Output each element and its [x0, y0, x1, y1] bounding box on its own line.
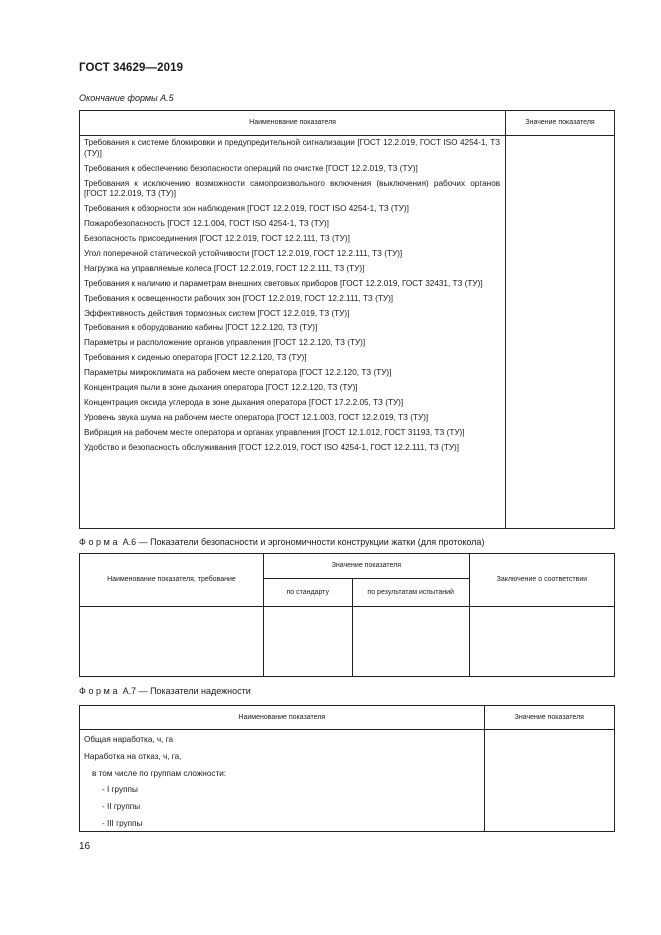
list-item: Требования к освещенности рабочих зон [ГОСТ 12.2.019, ГОСТ 12.2.111, ТЗ (ТУ)] — [84, 293, 394, 303]
list-item: - III группы — [102, 818, 143, 828]
list-item: Требования к обзорности зон наблюдения [ГОСТ 12.2.019, ГОСТ ISO 4254-1, ТЗ (ТУ)] — [84, 204, 409, 214]
list-item: Требования к сиденью оператора [ГОСТ 12.2.120, ТЗ (ТУ)] — [84, 353, 307, 363]
list-item: Концентрация пыли в зоне дыхания оператора [ГОСТ 12.2.120, ТЗ (ТУ)] — [84, 382, 358, 392]
form-a6-caption — [79, 537, 484, 547]
list-item: Удобство и безопасность обслуживания [ГОСТ 12.2.019, ГОСТ ISO 4254-1, ГОСТ 12.2.111, ТЗ (ТУ)] — [84, 442, 460, 452]
form-a6-cell-standard — [263, 607, 352, 677]
list-item: Требования к системе блокировки и предупредительной сигнализации [ГОСТ 12.2.019, ГОСТ ISO 4254-1, ТЗ (ТУ)] — [84, 138, 501, 158]
form-a7-caption — [79, 686, 251, 696]
form-a5-caption: Окончание формы А.5 — [79, 93, 174, 103]
list-item: Пожаробезопасность [ГОСТ 12.1.004, ГОСТ ISO 4254-1, ТЗ (ТУ)] — [84, 219, 329, 229]
list-item: Безопасность присоединения [ГОСТ 12.2.019, ГОСТ 12.2.111, ТЗ (ТУ)] — [84, 234, 350, 244]
form-a6-caption-text: А.6 — Показатели безопасности и эргономичности конструкции жатки (для протокола) — [122, 537, 485, 547]
form-a7-col-name: Наименование показателя — [80, 706, 485, 730]
list-item: Параметры микроклимата на рабочем месте оператора [ГОСТ 12.2.120, ТЗ (ТУ)] — [84, 368, 392, 378]
list-item: Требования к оборудованию кабины [ГОСТ 12.2.120, ТЗ (ТУ)] — [84, 323, 318, 333]
list-item: Эффективность действия тормозных систем [ГОСТ 12.2.019, ТЗ (ТУ)] — [84, 308, 350, 318]
form-a5-table — [79, 110, 615, 529]
list-item: Общая наработка, ч, га — [84, 735, 174, 744]
document-header: ГОСТ 34629—2019 — [79, 62, 184, 74]
form-a6-table — [79, 553, 615, 677]
form-a6-col-value: Значение показателя — [263, 554, 469, 579]
form-a5-col-value: Значение показателя — [506, 111, 615, 136]
form-a7-rows — [80, 730, 485, 832]
list-item: Требования к наличию и параметрам внешних световых приборов [ГОСТ 12.2.019, ГОСТ 32431, ТЗ (ТУ)] — [84, 278, 483, 288]
form-a6-col-conclusion: Заключение о соответствии — [469, 554, 614, 607]
list-item: Угол поперечной статической устойчивости [ГОСТ 12.2.019, ГОСТ 12.2.111, ТЗ (ТУ)] — [84, 248, 403, 258]
form-a6-cell-results — [352, 607, 469, 677]
form-a6-col-standard: по стандарту — [263, 579, 352, 607]
form-a5-col-name: Наименование показателя — [80, 111, 506, 136]
form-a6-col-name: Наименование показателя, требование — [80, 554, 264, 607]
list-item: Наработка на отказ, ч, га, — [84, 751, 182, 761]
form-a5-rows — [80, 136, 506, 529]
list-item: Требования к исключению возможности самопроизвольного включения (выключения) рабочих органов [ГОСТ 12.2.019, ТЗ (ТУ)] — [84, 178, 501, 199]
list-item: Параметры и расположение органов управления [ГОСТ 12.2.120, ТЗ (ТУ)] — [84, 338, 366, 348]
list-item: Нагрузка на управляемые колеса [ГОСТ 12.2.019, ГОСТ 12.2.111, ТЗ (ТУ)] — [84, 263, 365, 273]
list-item: Вибрация на рабочем месте оператора и органах управления [ГОСТ 12.1.012, ГОСТ 31193, ТЗ (ТУ)] — [84, 427, 465, 437]
form-a7-value-cell — [484, 730, 614, 832]
form-a6-cell-name — [80, 607, 264, 677]
list-item: Уровень звука шума на рабочем месте оператора [ГОСТ 12.1.003, ГОСТ 12.2.019, ТЗ (ТУ)] — [84, 412, 429, 422]
list-item: Концентрация оксида углерода в зоне дыхания оператора [ГОСТ 17.2.2.05, ТЗ (ТУ)] — [84, 397, 404, 407]
list-item: в том числе по группам сложности: — [92, 768, 227, 778]
list-item: - II группы — [102, 802, 141, 812]
page-number: 16 — [79, 841, 91, 852]
list-item: - I группы — [102, 785, 138, 795]
form-a6-caption-prefix: Форма — [79, 537, 121, 547]
form-a7-caption-prefix: Форма — [79, 686, 121, 696]
form-a6-col-results: по результатам испытаний — [352, 579, 469, 607]
form-a7-table — [79, 705, 615, 832]
form-a5-value-cell — [506, 136, 615, 529]
form-a7-col-value: Значение показателя — [484, 706, 614, 730]
form-a7-caption-text: А.7 — Показатели надежности — [122, 686, 251, 696]
list-item: Требования к обеспечению безопасности операций по очистке [ГОСТ 12.2.019, ТЗ (ТУ)] — [84, 163, 418, 173]
form-a6-cell-conclusion — [469, 607, 614, 677]
